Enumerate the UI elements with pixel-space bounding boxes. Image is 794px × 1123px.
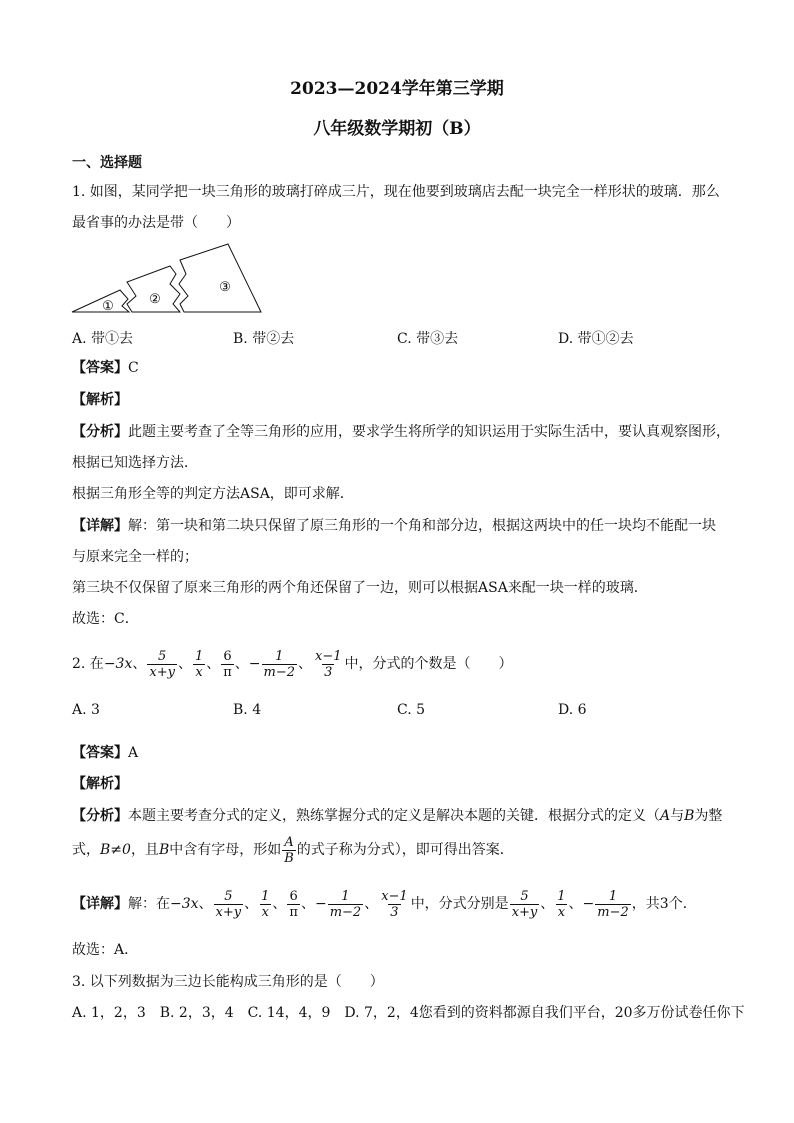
minus-sign: − (248, 656, 261, 672)
fraction-1-over-m2: $\frac{1}{m-2}$ (597, 888, 629, 920)
var-b: B (158, 842, 170, 858)
fenxi-text: 为整 (694, 808, 723, 824)
fraction-5-over-xy: $\frac{5}{x+y}$ (215, 888, 242, 920)
sep: 、 (177, 656, 192, 672)
q1-option-d: D. 带①②去 (558, 331, 634, 347)
fraction-count: 3 (659, 896, 669, 912)
q1-stem-line1: 1. 如图，某同学把一块三角形的玻璃打碎成三片，现在他要到玻璃店去配一块完全一样形状的玻璃．那么 (72, 184, 720, 200)
q2-option-b: B. 4 (233, 702, 262, 718)
term-neg3x: −3x (103, 656, 133, 672)
detail-tag: 【详解】 (72, 518, 128, 534)
q1-option-a: A. 带①去 (72, 331, 134, 347)
var-a: A (660, 808, 671, 824)
glass-piece-1 (72, 290, 129, 312)
q1-option-b: B. 带②去 (233, 331, 295, 347)
sep: 、 (234, 656, 249, 672)
q1-option-c: C. 带③去 (397, 331, 459, 347)
fraction-x1-over-3: $\frac{x-1}{3}$ (381, 888, 408, 920)
condition-b-nonzero: B≠0 (100, 842, 131, 858)
fraction-6-over-pi: $\frac{6}{\pi}$ (223, 648, 232, 680)
fraction-1-over-x: $\frac{1}{x}$ (261, 888, 270, 920)
piece-label-1: ① (102, 299, 114, 314)
section-heading: 一、选择题 (72, 155, 142, 171)
fenxi-text: 此题主要考查了全等三角形的应用，要求学生将所学的知识运用于实际生活中，要认真观察图形， (128, 424, 730, 440)
q1-answer (72, 358, 139, 378)
var-b: B (684, 808, 695, 824)
fraction-5-over-xy: $\frac{5}{x+y}$ (511, 888, 538, 920)
detail-text: 个． (668, 896, 697, 912)
sep: 、 (132, 656, 147, 672)
fraction-a-over-b: $\frac{A}{B}$ (284, 834, 294, 866)
q2-stem (72, 646, 513, 682)
q2-suffix: 中，分式的个数是（ ） (344, 656, 513, 672)
term-neg3x: −3x (170, 896, 199, 912)
fenxi-text: 中含有字母，形如 (169, 842, 282, 858)
q2-option-d: D. 6 (558, 702, 587, 718)
detail-text: 中，分式分别是 (410, 896, 509, 912)
q2-option-a: A. 3 (72, 702, 100, 718)
glass-piece-3 (179, 244, 261, 312)
fenxi-tag: 【分析】 (72, 808, 128, 824)
q1-detail-line1 (72, 516, 716, 536)
q2-analysis-tag: 【解析】 (72, 776, 128, 792)
answer-value: A (128, 745, 139, 761)
fenxi-text: 式， (72, 842, 100, 858)
detail-text: ，共 (631, 896, 660, 912)
detail-tag: 【详解】 (72, 896, 128, 912)
sep: 、 (298, 656, 312, 672)
fenxi-text: ，且 (130, 842, 159, 858)
q2-conclusion: 故选：A． (72, 942, 139, 958)
fraction-5-over-xy: $\frac{5}{x+y}$ (149, 648, 175, 680)
detail-text: 解：第一块和第二块只保留了原三角形的一个角和部分边，根据这两块中的任一块均不能配一块 (128, 518, 716, 534)
q3-stem: 3. 以下列数据为三边长能构成三角形的是（ ） (72, 974, 384, 990)
fraction-1-over-m2: $\frac{1}{m-2}$ (329, 888, 362, 920)
fraction-1-over-m2: $\frac{1}{m-2}$ (263, 648, 295, 680)
fraction-1-over-x: $\frac{1}{x}$ (194, 648, 204, 680)
q1-detail-line3: 第三块不仅保留了原来三角形的两个角还保留了一边，则可以根据ASA来配一块一样的玻璃． (72, 580, 648, 596)
q2-fenxi-line2 (72, 832, 514, 868)
q2-prefix: 2. 在 (72, 656, 104, 672)
q3-options-line: A. 1，2，3 B. 2，3，4 C. 14，4，9 D. 7，2，4您看到的资料都源自我们平台，20多万份试卷任你下 (72, 1005, 745, 1021)
q1-detail-line2: 与原来完全一样的； (72, 549, 198, 565)
q1-fenxi-line3: 根据三角形全等的判定方法ASA，即可求解． (72, 486, 354, 502)
fenxi-text: 本题主要考查分式的定义，熟练掌握分式的定义是解决本题的关键．根据分式的定义（ (128, 808, 660, 824)
q2-detail: 【详解】 解：在 −3x 、 $\frac{5}{x+y}$ 、 $\frac{1}{x}$ 、 $\frac{6}{\pi}$ 、 − $\frac{1}{m-2}$ 、 $\frac{x-1}{3}$ 中，分式分别是 $\frac{5}{x+y}$ 、 $\frac{1}{x}$ 、 − $\frac{1}{m-2}$ ，共 3 个． (72, 888, 697, 920)
broken-glass-figure (70, 238, 270, 316)
answer-tag: 【答案】 (72, 360, 128, 376)
piece-label-2: ② (149, 292, 161, 307)
q1-analysis-tag: 【解析】 (72, 392, 128, 408)
fenxi-text: 与 (670, 808, 685, 824)
document-title: 2023—2024学年第三学期 (290, 79, 504, 99)
fraction-6-over-pi: $\frac{6}{\pi}$ (289, 888, 298, 920)
q2-fenxi-line1 (72, 806, 722, 826)
answer-tag: 【答案】 (72, 745, 128, 761)
q1-conclusion: 故选：C． (72, 611, 139, 627)
fraction-x1-over-3: $\frac{x-1}{3}$ (315, 648, 342, 680)
q2-answer (72, 743, 138, 763)
q1-fenxi-line1 (72, 422, 730, 442)
q2-option-c: C. 5 (397, 702, 426, 718)
fenxi-text: 的式子称为分式），即可得出答案． (296, 842, 514, 858)
answer-value: C (128, 360, 139, 376)
fraction-1-over-x: $\frac{1}{x}$ (557, 888, 566, 920)
q1-stem-line2: 最省事的办法是带（ ） (72, 215, 240, 231)
q1-fenxi-line2: 根据已知选择方法． (72, 455, 198, 471)
piece-label-3: ③ (219, 280, 231, 295)
sep: 、 (206, 656, 221, 672)
document-subtitle: 八年级数学期初（B） (313, 119, 481, 139)
detail-text: 解：在 (128, 896, 170, 912)
fenxi-tag: 【分析】 (72, 424, 128, 440)
